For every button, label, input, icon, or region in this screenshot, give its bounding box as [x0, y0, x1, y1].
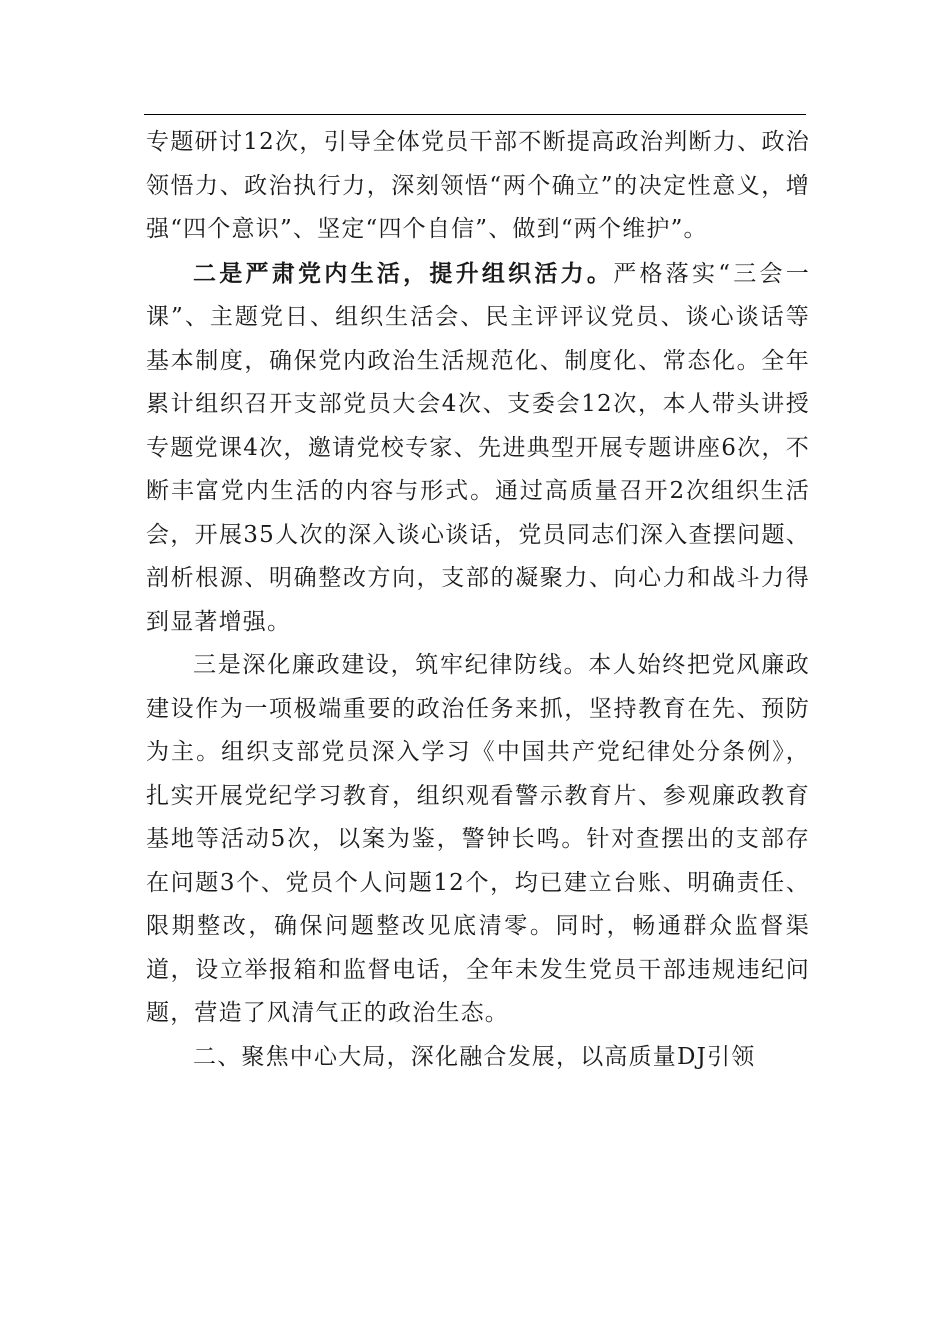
document-body — [146, 121, 810, 1079]
paragraph-text: 严格落实“三会一课”、主题党日、组织生活会、民主评评议党员、谈心谈话等基本制度，确保党内政治生活规范化、制度化、常态化。全年累计组织召开支部党员大会4次、支委会12次，本人带头讲授专题党课4次，邀请党校专家、先进典型开展专题讲座6次，不断丰富党内生活的内容与形式。通过高质量召开2次组织生活会，开展35人次的深入谈心谈话，党员同志们深入查摆问题、剖析根源、明确整改方向，支部的凝聚力、向心力和战斗力得到显著增强。 — [146, 260, 810, 635]
paragraph-text: 三是深化廉政建设，筑牢纪律防线。本人始终把党风廉政建设作为一项极端重要的政治任务来抓，坚持教育在先、预防为主。组织支部党员深入学习《中国共产党纪律处分条例》，扎实开展党纪学习教育，组织观看警示教育片、参观廉政教育基地等活动5次，以案为鉴，警钟长鸣。针对查摆出的支部存在问题3个、党员个人问题12个，均已建立台账、明确责任、限期整改，确保问题整改见底清零。同时，畅通群众监督渠道，设立举报箱和监督电话，全年未发生党员干部违规违纪问题，营造了风清气正的政治生态。 — [146, 652, 810, 1026]
paragraph-integrity — [146, 644, 810, 1036]
paragraph-text: 专题研讨12次，引导全体党员干部不断提高政治判断力、政治领悟力、政治执行力，深刻领悟“两个确立”的决定性意义，增强“四个意识”、坚定“四个自信”、做到“两个维护”。 — [146, 129, 810, 242]
paragraph-continuation — [146, 121, 810, 252]
header-rule — [144, 114, 806, 115]
paragraph-party-life — [146, 252, 810, 645]
paragraph-text: 二、聚焦中心大局，深化融合发展，以高质量DJ引领 — [193, 1043, 756, 1070]
section-heading-two — [146, 1036, 810, 1080]
paragraph-lead: 二是严肃党内生活，提升组织活力。 — [193, 259, 614, 287]
